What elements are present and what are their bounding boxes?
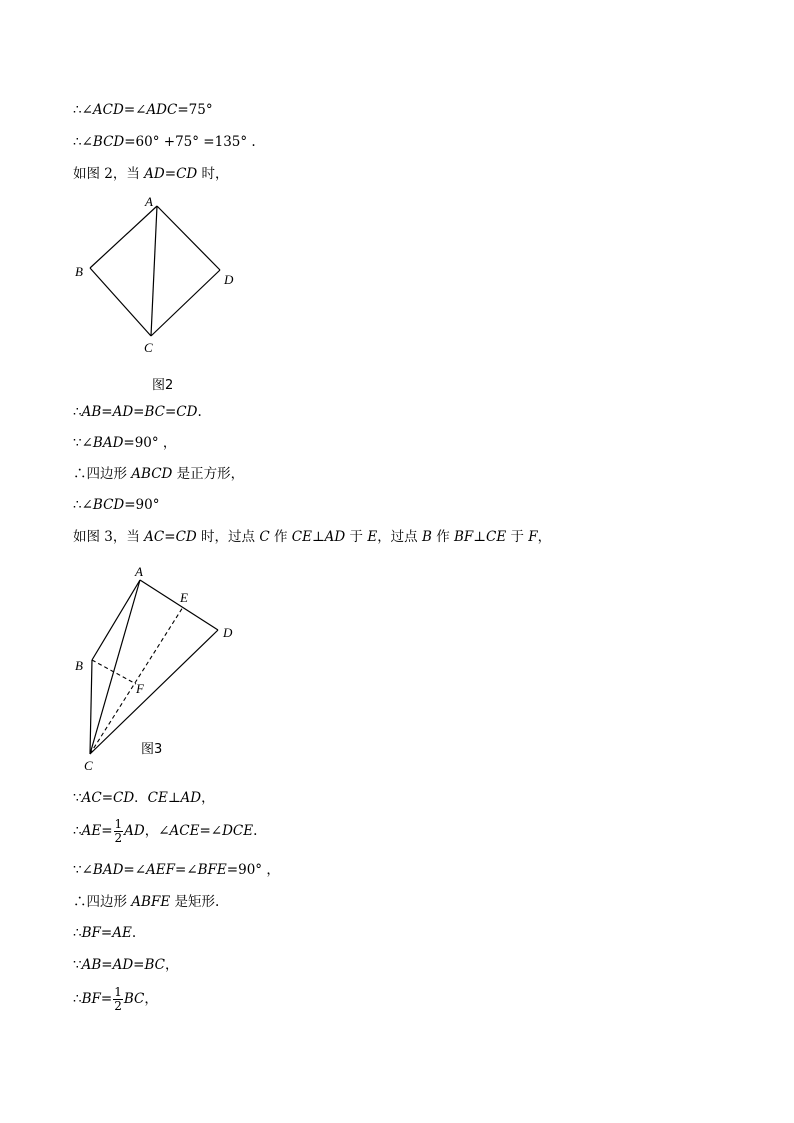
text-line-5: ∵∠BAD=90° ，: [73, 435, 177, 451]
text-line-11: ∵∠BAD=∠AEF=∠BFE=90° ，: [73, 862, 280, 878]
point-label-f: F: [136, 681, 144, 696]
text-line-9: ∵AC=CD．CE⊥AD，: [73, 790, 215, 806]
segment-ad: [157, 206, 220, 270]
text-line-3: 如图 2，当 AD=CD 时，: [73, 166, 229, 182]
point-label-c: C: [84, 758, 93, 773]
point-label-c: C: [144, 340, 153, 355]
point-label-e: E: [180, 590, 188, 605]
text-line-14: ∵AB=AD=BC，: [73, 957, 179, 973]
text-line-2: ∴∠BCD=60° +75° =135° .: [73, 134, 256, 150]
segment-ab: [92, 580, 140, 660]
segment-bc: [90, 660, 92, 754]
text-line-6: ∴四边形 ABCD 是正方形，: [73, 466, 245, 482]
segment-bc: [90, 268, 151, 336]
point-label-d: D: [223, 625, 233, 640]
figure-3-caption: 图3: [141, 742, 163, 757]
segment-ad: [140, 580, 218, 630]
text-line-15: ∴BF= $\frac{1}{2}$ BC，: [73, 985, 158, 1013]
point-label-b: B: [75, 264, 83, 279]
point-label-a: A: [135, 564, 143, 579]
fraction-one-half: $\frac{1}{2}$: [114, 817, 123, 845]
text-line-10: ∴AE= $\frac{1}{2}$ AD，∠ACE=∠DCE.: [73, 817, 258, 845]
fraction-one-half: $\frac{1}{2}$: [114, 985, 122, 1013]
figure-2-square-diagram: [70, 190, 250, 360]
text-line-12: ∴四边形 ABFE 是矩形.: [73, 894, 220, 910]
segment-ab: [90, 206, 157, 268]
point-label-b: B: [75, 658, 83, 673]
point-label-d: D: [224, 272, 234, 287]
text-line-4: ∴AB=AD=BC=CD.: [73, 404, 202, 420]
segment-cd: [151, 270, 220, 336]
point-label-a: A: [145, 194, 153, 209]
segment-ac: [90, 580, 140, 754]
text-line-1: ∴∠ACD=∠ADC=75°: [73, 102, 213, 118]
segment-cd: [90, 630, 218, 754]
segment-ac: [151, 206, 157, 336]
text-line-13: ∴BF=AE.: [73, 925, 137, 941]
figure-2-caption: 图2: [152, 378, 174, 393]
text-line-8: 如图 3，当 AC=CD 时，过点 C 作 CE⊥AD 于 E，过点 B 作 BF⊥CE 于 F，: [73, 529, 552, 545]
text-line-7: ∴∠BCD=90°: [73, 497, 160, 513]
